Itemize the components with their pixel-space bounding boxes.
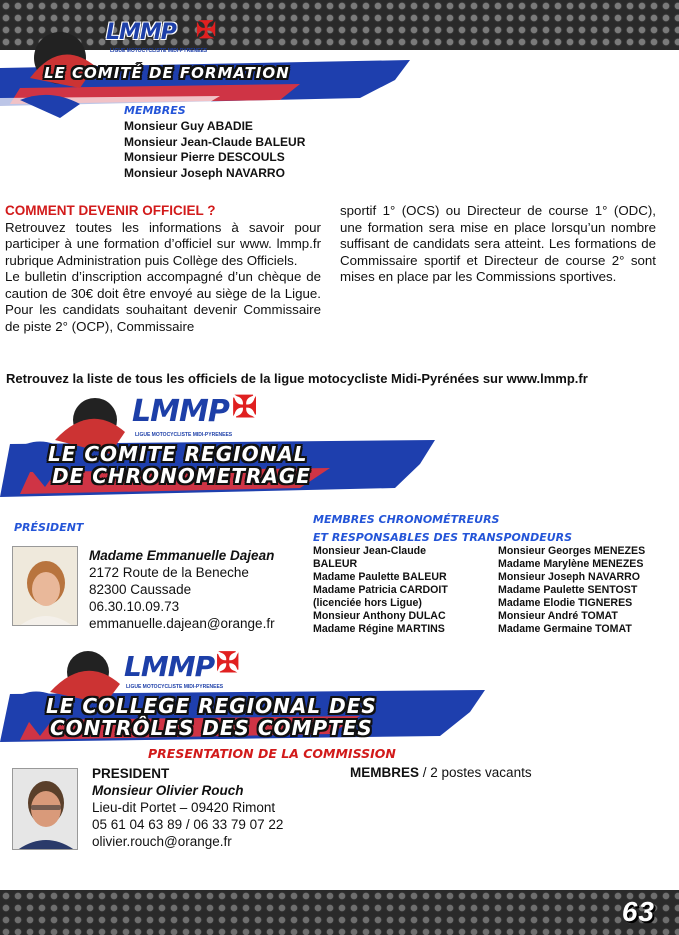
- formation-members-list: [124, 119, 305, 181]
- members-vacancies: [350, 765, 532, 780]
- president-address2: 82300 Caussade: [89, 582, 192, 597]
- president-name: Monsieur Olivier Rouch: [92, 783, 244, 798]
- section-title-line2: CONTRÔLES DES COMPTES: [50, 716, 373, 740]
- president-address: Lieu-dit Portet – 09420 Rimont: [92, 800, 276, 815]
- members-label: MEMBRES: [350, 765, 420, 780]
- official-text-right: sportif 1° (OCS) ou Directeur de course 1° (ODC), une formation sera mise en place lorsqu’un nombre suffisant de candidats sera atteint. Les formations de Commissaire sportif et Directeur de course 2° sont mises en place par les Commissions sportives.: [340, 203, 656, 284]
- officials-list-link-text: Retrouvez la liste de tous les officiels de la ligue motocycliste Midi-Pyrénées sur www.lmmp.fr: [6, 371, 588, 386]
- president-email: olivier.rouch@orange.fr: [92, 834, 232, 849]
- logo-subtitle: LIGUE MOTOCYCLISTE MIDI-PYRENEES: [110, 48, 208, 54]
- chrono-members-right: [498, 545, 645, 636]
- section-title-line1: LE COLLEGE REGIONAL DES: [46, 694, 377, 718]
- president-name: Madame Emmanuelle Dajean: [89, 548, 275, 563]
- section-title-line1: LE COMITE REGIONAL: [48, 442, 308, 466]
- occitan-cross-icon: ✠: [216, 647, 240, 678]
- list-item: Monsieur Pierre DESCOULS: [124, 150, 285, 164]
- list-item: Monsieur Jean-Claude BALEUR: [124, 134, 306, 149]
- president-phone: 06.30.10.09.73: [89, 599, 180, 614]
- president-email: emmanuelle.dajean@orange.fr: [89, 616, 275, 631]
- banner-controle-comptes: [0, 646, 490, 746]
- section-title-line2: DE CHRONOMETRAGE: [52, 464, 311, 488]
- list-item: Madame Paulette BALEUR: [313, 571, 447, 583]
- list-item: BALEUR: [313, 558, 358, 570]
- list-item: Monsieur Joseph NAVARRO: [498, 571, 641, 583]
- president-label: PRESIDENT: [92, 766, 170, 781]
- official-text-left: Retrouvez toutes les informations à savoir pour participer à une formation d’officiel sur www. lmmp.fr rubrique Administration puis Collège des Officiels. Le bulletin d’inscription accompagné d’un chèque de caution de 30€ doit être envoyé au siège de la Ligue. Pour les candidats souhaitant devenir Commissaire de piste 2° (OCP), Commissaire: [5, 219, 321, 334]
- banner-chronometrage: [0, 392, 440, 507]
- portrait-image: [13, 547, 78, 626]
- members-chrono-heading: MEMBRES CHRONOMÉTREURS: [313, 513, 500, 526]
- lmmp-logo: LMMP: [132, 394, 229, 429]
- page-number: 63: [621, 896, 655, 927]
- lmmp-logo: LMMP: [106, 20, 176, 45]
- banner-comite-formation: [0, 18, 420, 128]
- president-phones: 05 61 04 63 89 / 06 33 79 07 22: [92, 817, 284, 832]
- bottom-texture-bar: [0, 890, 679, 935]
- members-heading: MEMBRES: [124, 104, 186, 117]
- list-item: Monsieur André TOMAT: [498, 610, 618, 622]
- official-column-right: [340, 203, 656, 286]
- list-item: Monsieur Jean-Claude: [313, 545, 427, 557]
- president-photo: [12, 768, 78, 850]
- list-item: Madame Régine MARTINS: [313, 623, 445, 635]
- list-item: Madame Paulette SENTOST: [498, 584, 638, 596]
- section-title: LE COMITÉ DE FORMATION: [44, 64, 290, 82]
- occitan-cross-icon: ✠: [232, 391, 258, 424]
- list-item: Madame Elodie TIGNERES: [498, 597, 633, 609]
- list-item: Monsieur Anthony DULAC: [313, 610, 446, 622]
- list-item: (licenciée hors Ligue): [313, 597, 422, 609]
- president-photo: [12, 546, 78, 626]
- members-transponders-heading: ET RESPONSABLES DES TRANSPONDEURS: [313, 531, 573, 544]
- official-heading: COMMENT DEVENIR OFFICIEL ?: [5, 203, 216, 218]
- portrait-image: [13, 769, 78, 850]
- list-item: Madame Marylène MENEZES: [498, 558, 644, 570]
- list-item: Monsieur Joseph NAVARRO: [124, 165, 285, 180]
- chrono-members-left: [313, 545, 448, 636]
- members-note: / 2 postes vacants: [419, 765, 532, 780]
- presentation-heading: PRESENTATION DE LA COMMISSION: [148, 746, 396, 761]
- list-item: Madame Germaine TOMAT: [498, 623, 632, 635]
- official-column-left: [5, 203, 321, 335]
- logo-subtitle: LIGUE MOTOCYCLISTE MIDI-PYRENEES: [135, 432, 233, 438]
- lmmp-logo: LMMP: [124, 650, 215, 683]
- list-item: Madame Patricia CARDOIT: [313, 584, 448, 596]
- list-item: Monsieur Georges MENEZES: [498, 545, 646, 557]
- president-address1: 2172 Route de la Beneche: [89, 565, 249, 580]
- list-item: Monsieur Guy ABADIE: [124, 119, 253, 133]
- president-contact-comptes: [92, 765, 283, 850]
- president-contact-chrono: [89, 547, 275, 632]
- president-heading: PRÉSIDENT: [14, 521, 84, 534]
- occitan-cross-icon: ✠: [196, 17, 217, 44]
- logo-subtitle: LIGUE MOTOCYCLISTE MIDI-PYRENEES: [126, 684, 224, 690]
